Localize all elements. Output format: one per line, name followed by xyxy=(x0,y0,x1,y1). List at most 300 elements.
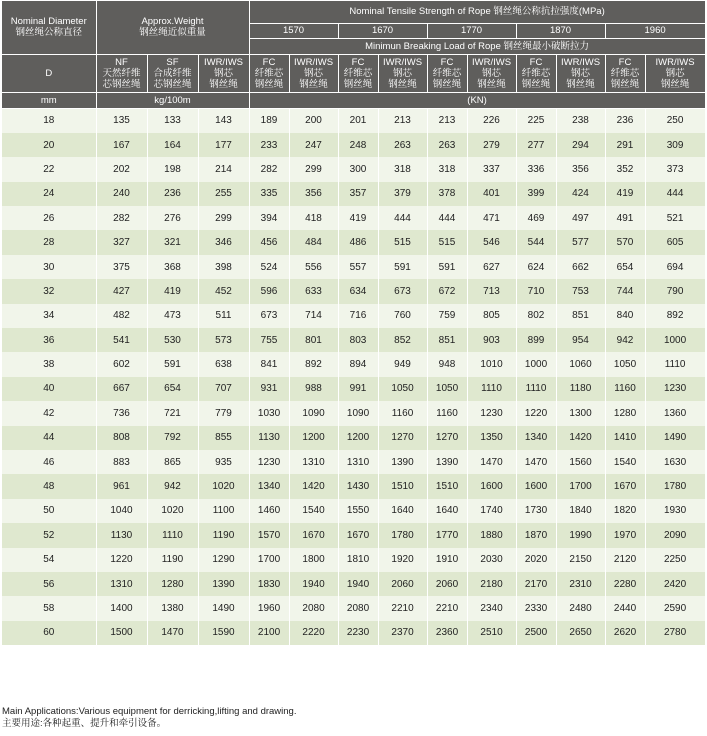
value-cell: 1550 xyxy=(338,499,378,523)
value-cell: 851 xyxy=(556,304,605,328)
value-cell: 1040 xyxy=(96,499,147,523)
value-cell: 1780 xyxy=(645,474,705,498)
value-cell: 605 xyxy=(645,230,705,254)
value-cell: 213 xyxy=(378,108,427,133)
value-cell: 1670 xyxy=(605,474,645,498)
value-cell: 1500 xyxy=(96,621,147,645)
value-cell: 1090 xyxy=(289,401,338,425)
value-cell: 627 xyxy=(467,255,516,279)
value-cell: 236 xyxy=(605,108,645,133)
diameter-cell: 20 xyxy=(2,133,96,157)
value-cell: 1940 xyxy=(289,572,338,596)
value-cell: 378 xyxy=(427,182,467,206)
value-cell: 167 xyxy=(96,133,147,157)
value-cell: 1130 xyxy=(249,426,289,450)
value-cell: 143 xyxy=(198,108,249,133)
core-type-3-0 xyxy=(516,54,556,92)
weight-type-0 xyxy=(96,54,147,92)
value-cell: 226 xyxy=(467,108,516,133)
value-cell: 1410 xyxy=(605,426,645,450)
value-cell: 1820 xyxy=(605,499,645,523)
diameter-cell: 26 xyxy=(2,206,96,230)
diameter-cell: 36 xyxy=(2,328,96,352)
value-cell: 248 xyxy=(338,133,378,157)
value-cell: 1010 xyxy=(467,352,516,376)
value-cell: 792 xyxy=(147,426,198,450)
value-cell: 419 xyxy=(338,206,378,230)
value-cell: 233 xyxy=(249,133,289,157)
value-cell: 373 xyxy=(645,157,705,181)
core-type-4-1-cn2: 钢丝绳 xyxy=(660,78,690,90)
value-cell: 1020 xyxy=(198,474,249,498)
value-cell: 2080 xyxy=(289,596,338,620)
value-cell: 1740 xyxy=(467,499,516,523)
value-cell: 1770 xyxy=(427,523,467,547)
value-cell: 1460 xyxy=(249,499,289,523)
value-cell: 2090 xyxy=(645,523,705,547)
value-cell: 654 xyxy=(605,255,645,279)
value-cell: 418 xyxy=(289,206,338,230)
value-cell: 672 xyxy=(427,279,467,303)
value-cell: 279 xyxy=(467,133,516,157)
value-cell: 1190 xyxy=(198,523,249,547)
value-cell: 602 xyxy=(96,352,147,376)
value-cell: 482 xyxy=(96,304,147,328)
value-cell: 294 xyxy=(556,133,605,157)
core-type-1-0-en: FC xyxy=(351,56,365,68)
table-row xyxy=(2,304,705,328)
value-cell: 356 xyxy=(556,157,605,181)
value-cell: 570 xyxy=(605,230,645,254)
value-cell: 1810 xyxy=(338,548,378,572)
value-cell: 240 xyxy=(96,182,147,206)
diameter-cell: 28 xyxy=(2,230,96,254)
value-cell: 2210 xyxy=(378,596,427,620)
value-cell: 1310 xyxy=(338,450,378,474)
value-cell: 164 xyxy=(147,133,198,157)
value-cell: 1490 xyxy=(645,426,705,450)
value-cell: 1700 xyxy=(249,548,289,572)
value-cell: 1540 xyxy=(289,499,338,523)
value-cell: 1340 xyxy=(516,426,556,450)
value-cell: 852 xyxy=(378,328,427,352)
value-cell: 401 xyxy=(467,182,516,206)
value-cell: 1590 xyxy=(198,621,249,645)
value-cell: 356 xyxy=(289,182,338,206)
value-cell: 1230 xyxy=(249,450,289,474)
value-cell: 541 xyxy=(96,328,147,352)
value-cell: 759 xyxy=(427,304,467,328)
value-cell: 2060 xyxy=(378,572,427,596)
core-type-1-1-cn1: 钢芯 xyxy=(393,67,413,79)
core-type-0-0-cn2: 钢丝绳 xyxy=(254,78,284,90)
core-type-2-0-cn1: 纤维芯 xyxy=(432,67,462,79)
value-cell: 1970 xyxy=(605,523,645,547)
value-cell: 556 xyxy=(289,255,338,279)
value-cell: 1840 xyxy=(556,499,605,523)
table-row xyxy=(2,474,705,498)
value-cell: 591 xyxy=(147,352,198,376)
diameter-cell: 54 xyxy=(2,548,96,572)
core-type-0-0-en: FC xyxy=(262,56,276,68)
table-row xyxy=(2,450,705,474)
table-row xyxy=(2,255,705,279)
weight-type-1-cn1: 合成纤维 xyxy=(153,67,192,79)
table-row xyxy=(2,352,705,376)
value-cell: 1490 xyxy=(198,596,249,620)
diameter-cell: 38 xyxy=(2,352,96,376)
weight-type-0-cn1: 天然纤维 xyxy=(102,67,141,79)
value-cell: 1640 xyxy=(378,499,427,523)
value-cell: 1800 xyxy=(289,548,338,572)
value-cell: 1700 xyxy=(556,474,605,498)
value-cell: 255 xyxy=(198,182,249,206)
grade-1770: 1770 xyxy=(427,23,516,38)
value-cell: 1050 xyxy=(605,352,645,376)
value-cell: 247 xyxy=(289,133,338,157)
value-cell: 177 xyxy=(198,133,249,157)
value-cell: 299 xyxy=(289,157,338,181)
value-cell: 805 xyxy=(467,304,516,328)
value-cell: 1400 xyxy=(96,596,147,620)
value-cell: 2480 xyxy=(556,596,605,620)
value-cell: 801 xyxy=(289,328,338,352)
value-cell: 2250 xyxy=(645,548,705,572)
value-cell: 577 xyxy=(556,230,605,254)
value-cell: 591 xyxy=(427,255,467,279)
value-cell: 716 xyxy=(338,304,378,328)
value-cell: 2120 xyxy=(605,548,645,572)
value-cell: 638 xyxy=(198,352,249,376)
approx-weight-en: Approx.Weight xyxy=(141,16,204,28)
value-cell: 1100 xyxy=(198,499,249,523)
value-cell: 624 xyxy=(516,255,556,279)
value-cell: 352 xyxy=(605,157,645,181)
value-cell: 883 xyxy=(96,450,147,474)
diameter-cell: 44 xyxy=(2,426,96,450)
value-cell: 318 xyxy=(427,157,467,181)
value-cell: 419 xyxy=(605,182,645,206)
value-cell: 276 xyxy=(147,206,198,230)
value-cell: 1280 xyxy=(605,401,645,425)
value-cell: 714 xyxy=(289,304,338,328)
value-cell: 591 xyxy=(378,255,427,279)
value-cell: 2420 xyxy=(645,572,705,596)
value-cell: 2650 xyxy=(556,621,605,645)
value-cell: 710 xyxy=(516,279,556,303)
value-cell: 1200 xyxy=(338,426,378,450)
value-cell: 694 xyxy=(645,255,705,279)
value-cell: 346 xyxy=(198,230,249,254)
value-cell: 201 xyxy=(338,108,378,133)
value-cell: 452 xyxy=(198,279,249,303)
value-cell: 299 xyxy=(198,206,249,230)
value-cell: 1280 xyxy=(147,572,198,596)
value-cell: 721 xyxy=(147,401,198,425)
value-cell: 444 xyxy=(645,182,705,206)
value-cell: 1220 xyxy=(96,548,147,572)
value-cell: 755 xyxy=(249,328,289,352)
value-cell: 1470 xyxy=(516,450,556,474)
grade-1870: 1870 xyxy=(516,23,605,38)
value-cell: 1050 xyxy=(378,377,427,401)
value-cell: 1390 xyxy=(198,572,249,596)
value-cell: 1390 xyxy=(378,450,427,474)
value-cell: 2150 xyxy=(556,548,605,572)
diameter-cell: 24 xyxy=(2,182,96,206)
value-cell: 321 xyxy=(147,230,198,254)
table-row xyxy=(2,621,705,645)
value-cell: 213 xyxy=(427,108,467,133)
core-type-2-1-cn2: 钢丝绳 xyxy=(477,78,506,90)
value-cell: 263 xyxy=(378,133,427,157)
value-cell: 1180 xyxy=(556,377,605,401)
core-type-4-0-en: FC xyxy=(618,56,632,68)
value-cell: 225 xyxy=(516,108,556,133)
value-cell: 1510 xyxy=(378,474,427,498)
table-row xyxy=(2,328,705,352)
value-cell: 471 xyxy=(467,206,516,230)
diameter-cell: 60 xyxy=(2,621,96,645)
value-cell: 2510 xyxy=(467,621,516,645)
value-cell: 379 xyxy=(378,182,427,206)
weight-type-0-cn2: 芯钢丝绳 xyxy=(102,78,141,90)
value-cell: 2590 xyxy=(645,596,705,620)
core-type-4-1-en: IWR/IWS xyxy=(655,56,695,68)
value-cell: 2020 xyxy=(516,548,556,572)
value-cell: 1910 xyxy=(427,548,467,572)
value-cell: 300 xyxy=(338,157,378,181)
value-cell: 1110 xyxy=(645,352,705,376)
value-cell: 1780 xyxy=(378,523,427,547)
value-cell: 1600 xyxy=(467,474,516,498)
value-cell: 707 xyxy=(198,377,249,401)
value-cell: 444 xyxy=(378,206,427,230)
diameter-cell: 30 xyxy=(2,255,96,279)
value-cell: 335 xyxy=(249,182,289,206)
core-type-1-0 xyxy=(338,54,378,92)
value-cell: 892 xyxy=(645,304,705,328)
value-cell: 892 xyxy=(289,352,338,376)
value-cell: 530 xyxy=(147,328,198,352)
diameter-cell: 32 xyxy=(2,279,96,303)
value-cell: 1510 xyxy=(427,474,467,498)
core-type-1-1-cn2: 钢丝绳 xyxy=(388,78,417,90)
table-row xyxy=(2,523,705,547)
weight-type-0-en: NF xyxy=(115,56,128,68)
value-cell: 2340 xyxy=(467,596,516,620)
value-cell: 336 xyxy=(516,157,556,181)
value-cell: 394 xyxy=(249,206,289,230)
value-cell: 318 xyxy=(378,157,427,181)
grade-1570: 1570 xyxy=(249,23,338,38)
value-cell: 544 xyxy=(516,230,556,254)
value-cell: 2230 xyxy=(338,621,378,645)
value-cell: 1420 xyxy=(556,426,605,450)
value-cell: 399 xyxy=(516,182,556,206)
value-cell: 419 xyxy=(147,279,198,303)
table-row xyxy=(2,133,705,157)
grade-1670: 1670 xyxy=(338,23,427,38)
value-cell: 2500 xyxy=(516,621,556,645)
diameter-cell: 56 xyxy=(2,572,96,596)
value-cell: 1670 xyxy=(289,523,338,547)
value-cell: 1220 xyxy=(516,401,556,425)
value-cell: 802 xyxy=(516,304,556,328)
core-type-2-1-cn1: 钢芯 xyxy=(482,67,502,79)
value-cell: 1030 xyxy=(249,401,289,425)
approx-weight-cn: 钢丝绳近似重量 xyxy=(139,27,206,39)
value-cell: 375 xyxy=(96,255,147,279)
core-type-4-0 xyxy=(605,54,645,92)
core-type-2-1 xyxy=(467,54,516,92)
value-cell: 1000 xyxy=(516,352,556,376)
breaking-load-header: Minimun Breaking Load of Rope 钢丝绳最小破断拉力 xyxy=(249,38,705,54)
value-cell: 673 xyxy=(378,279,427,303)
value-cell: 803 xyxy=(338,328,378,352)
value-cell: 841 xyxy=(249,352,289,376)
core-type-0-1-cn2: 钢丝绳 xyxy=(299,78,328,90)
core-type-3-1 xyxy=(556,54,605,92)
value-cell: 1110 xyxy=(467,377,516,401)
diameter-cell: 48 xyxy=(2,474,96,498)
core-type-3-0-en: FC xyxy=(529,56,543,68)
value-cell: 942 xyxy=(147,474,198,498)
table-row xyxy=(2,279,705,303)
value-cell: 427 xyxy=(96,279,147,303)
value-cell: 991 xyxy=(338,377,378,401)
value-cell: 135 xyxy=(96,108,147,133)
diameter-cell: 50 xyxy=(2,499,96,523)
wire-rope-spec-table xyxy=(2,1,706,645)
value-cell: 2030 xyxy=(467,548,516,572)
value-cell: 744 xyxy=(605,279,645,303)
diameter-cell: 18 xyxy=(2,108,96,133)
diameter-cell: 40 xyxy=(2,377,96,401)
value-cell: 484 xyxy=(289,230,338,254)
value-cell: 309 xyxy=(645,133,705,157)
value-cell: 1060 xyxy=(556,352,605,376)
value-cell: 1670 xyxy=(338,523,378,547)
value-cell: 250 xyxy=(645,108,705,133)
value-cell: 524 xyxy=(249,255,289,279)
value-cell: 1160 xyxy=(378,401,427,425)
value-cell: 1230 xyxy=(645,377,705,401)
value-cell: 573 xyxy=(198,328,249,352)
value-cell: 713 xyxy=(467,279,516,303)
value-cell: 1290 xyxy=(198,548,249,572)
value-cell: 327 xyxy=(96,230,147,254)
core-type-0-1-cn1: 钢芯 xyxy=(304,67,324,79)
value-cell: 2060 xyxy=(427,572,467,596)
nominal-diameter-cn: 钢丝绳公称直径 xyxy=(15,27,82,39)
value-cell: 1870 xyxy=(516,523,556,547)
value-cell: 935 xyxy=(198,450,249,474)
value-cell: 1000 xyxy=(645,328,705,352)
value-cell: 753 xyxy=(556,279,605,303)
nominal-diameter-header xyxy=(2,1,96,54)
diameter-cell: 34 xyxy=(2,304,96,328)
diameter-cell: 52 xyxy=(2,523,96,547)
value-cell: 1990 xyxy=(556,523,605,547)
core-type-2-1-en: IWR/IWS xyxy=(471,56,512,68)
value-cell: 2100 xyxy=(249,621,289,645)
value-cell: 2780 xyxy=(645,621,705,645)
value-cell: 1630 xyxy=(645,450,705,474)
value-cell: 1960 xyxy=(249,596,289,620)
value-cell: 1020 xyxy=(147,499,198,523)
value-cell: 1380 xyxy=(147,596,198,620)
value-cell: 662 xyxy=(556,255,605,279)
grade-1960: 1960 xyxy=(605,23,705,38)
core-type-0-0-cn1: 纤维芯 xyxy=(254,67,284,79)
notes-line-cn: 主要用途:各种起重、提升和牵引设备。 xyxy=(2,718,167,729)
value-cell: 899 xyxy=(516,328,556,352)
value-cell: 760 xyxy=(378,304,427,328)
core-type-3-0-cn2: 钢丝绳 xyxy=(521,78,551,90)
value-cell: 277 xyxy=(516,133,556,157)
core-type-2-0 xyxy=(427,54,467,92)
value-cell: 515 xyxy=(427,230,467,254)
core-type-4-1 xyxy=(645,54,705,92)
value-cell: 1090 xyxy=(338,401,378,425)
weight-type-2-en: IWR/IWS xyxy=(203,56,244,68)
diameter-cell: 42 xyxy=(2,401,96,425)
table-row xyxy=(2,596,705,620)
approx-weight-header xyxy=(96,1,249,54)
notes-line-en: Main Applications:Various equipment for derricking,lifting and drawing. xyxy=(2,706,297,717)
value-cell: 2080 xyxy=(338,596,378,620)
value-cell: 779 xyxy=(198,401,249,425)
value-cell: 1270 xyxy=(378,426,427,450)
value-cell: 1360 xyxy=(645,401,705,425)
value-cell: 1940 xyxy=(338,572,378,596)
value-cell: 2180 xyxy=(467,572,516,596)
value-cell: 2210 xyxy=(427,596,467,620)
core-type-0-0 xyxy=(249,54,289,92)
value-cell: 1830 xyxy=(249,572,289,596)
diameter-cell: 22 xyxy=(2,157,96,181)
value-cell: 903 xyxy=(467,328,516,352)
value-cell: 667 xyxy=(96,377,147,401)
table-row xyxy=(2,499,705,523)
value-cell: 948 xyxy=(427,352,467,376)
value-cell: 633 xyxy=(289,279,338,303)
value-cell: 368 xyxy=(147,255,198,279)
value-cell: 511 xyxy=(198,304,249,328)
nominal-diameter-en: Nominal Diameter xyxy=(10,16,87,28)
value-cell: 1560 xyxy=(556,450,605,474)
value-cell: 1190 xyxy=(147,548,198,572)
value-cell: 546 xyxy=(467,230,516,254)
table-row xyxy=(2,426,705,450)
unit-weight: kg/100m xyxy=(96,92,249,108)
tensile-strength-header: Nominal Tensile Strength of Rope 钢丝绳公称抗拉强度(MPa) xyxy=(249,1,705,23)
value-cell: 1300 xyxy=(556,401,605,425)
value-cell: 2280 xyxy=(605,572,645,596)
spec-table-body xyxy=(2,108,705,645)
diameter-cell: 46 xyxy=(2,450,96,474)
value-cell: 931 xyxy=(249,377,289,401)
value-cell: 1310 xyxy=(289,450,338,474)
value-cell: 236 xyxy=(147,182,198,206)
value-cell: 1160 xyxy=(605,377,645,401)
value-cell: 2310 xyxy=(556,572,605,596)
value-cell: 491 xyxy=(605,206,645,230)
unit-mm: mm xyxy=(2,92,96,108)
value-cell: 263 xyxy=(427,133,467,157)
core-type-3-0-cn1: 纤维芯 xyxy=(521,67,551,79)
